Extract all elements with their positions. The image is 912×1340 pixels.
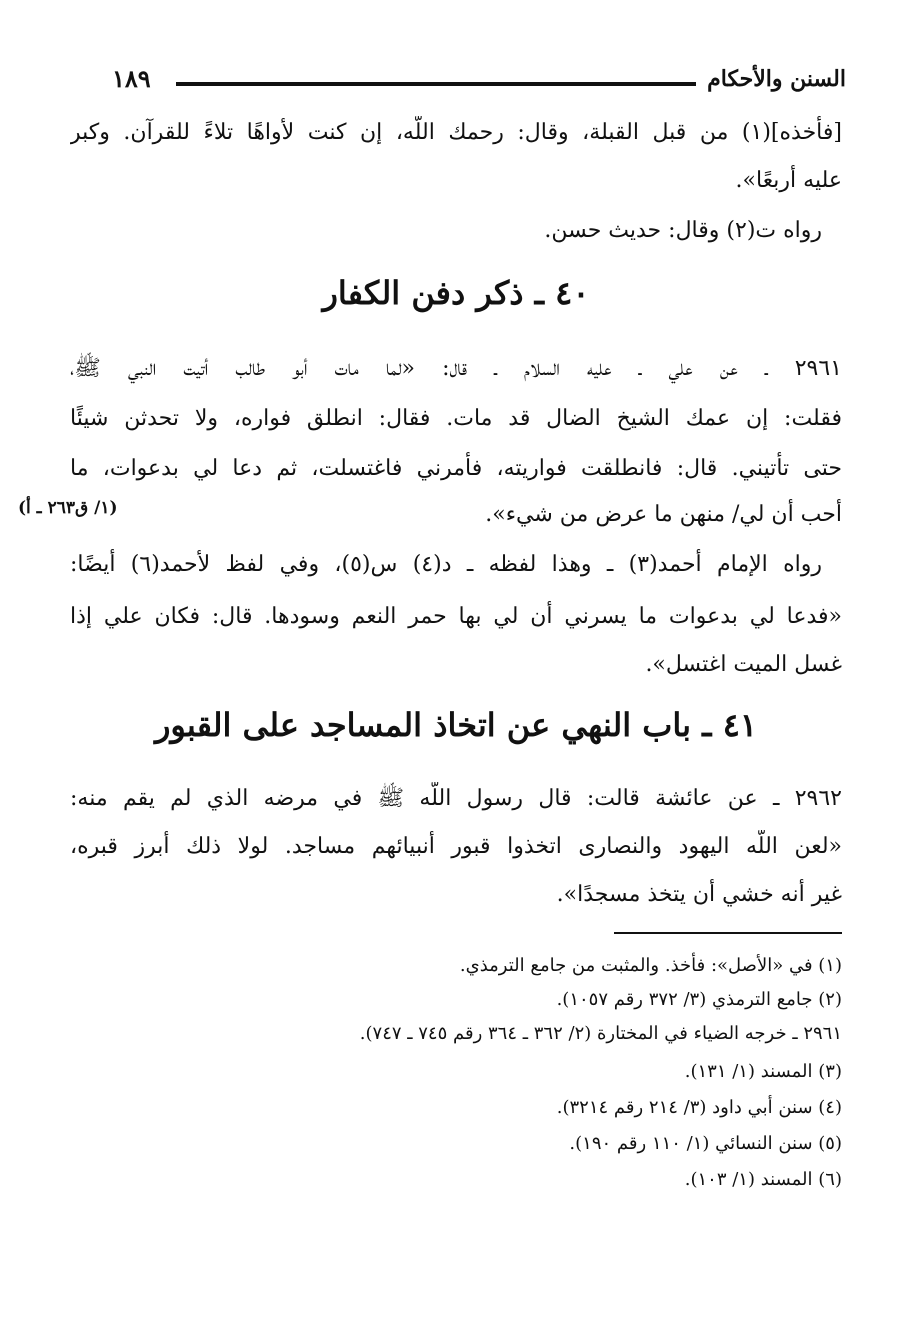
- narration-line: رواه الإمام أحمد(٣) ـ وهذا لفظه ـ د(٤) س(٥)، وفي لفظ لأحمد(٦) أيضًا:: [70, 552, 822, 577]
- body-line: عليه أربعًا».: [735, 168, 842, 193]
- narration-line: رواه ت(٢) وقال: حديث حسن.: [544, 218, 822, 243]
- hadith-line: غير أنه خشي أن يتخذ مسجدًا».: [556, 882, 842, 907]
- footnote: (٢) جامع الترمذي (٣/ ٣٧٢ رقم ١٠٥٧).: [556, 989, 842, 1010]
- hadith-line: ٢٩٦٢ ـ عن عائشة قالت: قال رسول اللَّه ﷺ في مرضه الذي لم يقم منه:: [70, 786, 842, 811]
- hadith-line: «لعن اللَّه اليهود والنصارى اتخذوا قبور أنبيائهم مساجد. لولا ذلك أبرز قبره،: [70, 834, 842, 859]
- footnote: (٤) سنن أبي داود (٣/ ٢١٤ رقم ٣٢١٤).: [556, 1097, 842, 1118]
- hadith-line: حتى تأتيني. قال: فانطلقت فواريته، فأمرني فاغتسلت، ثم دعا لي بدعوات، ما: [70, 456, 842, 481]
- footnote-separator: [614, 932, 842, 934]
- hadith-line: أحب أن لي/ منهن ما عرض من شيء».: [485, 502, 842, 527]
- header-rule: [176, 82, 696, 86]
- page-number: ١٨٩: [112, 64, 151, 93]
- footnote: (٣) المسند (١/ ١٣١).: [684, 1061, 842, 1082]
- hadith-line: غسل الميت اغتسل».: [645, 652, 842, 677]
- footnote: (٦) المسند (١/ ١٠٣).: [684, 1169, 842, 1190]
- footnote: ٢٩٦١ ـ خرجه الضياء في المختارة (٢/ ٣٦٢ ـ ٣٦٤ رقم ٧٤٥ ـ ٧٤٧).: [359, 1023, 842, 1044]
- section-heading: ٤٠ ـ ذكر دفن الكفار: [322, 274, 590, 312]
- footnote: (١) في «الأصل»: فأخذ. والمثبت من جامع الترمذي.: [459, 955, 842, 976]
- manuscript-folio-note: (١/ ق٢٦٣ ـ أ): [18, 498, 118, 518]
- running-title: السنن والأحكام: [707, 66, 846, 92]
- hadith-line: فقلت: إن عمك الشيخ الضال قد مات. فقال: انطلق فواره، ولا تحدثن شيئًا: [70, 406, 842, 431]
- hadith-line: «فدعا لي بدعوات ما يسرني أن لي بها حمر النعم وسودها. قال: فكان علي إذا: [70, 604, 842, 629]
- footnote: (٥) سنن النسائي (١/ ١١٠ رقم ١٩٠).: [569, 1133, 842, 1154]
- hadith-line: ٢٩٦١ ـ عن علي ـ عليه السلام ـ قال: «لما مات أبو طالب أتيت النبي ﷺ،: [70, 356, 842, 381]
- section-heading: ٤١ ـ باب النهي عن اتخاذ المساجد على القبور: [154, 706, 758, 744]
- body-line: [فأخذه](١) من قبل القبلة، وقال: رحمك اللَّه، إن كنت لأواهًا تلاءً للقرآن. وكبر: [70, 120, 842, 145]
- running-header: [112, 62, 846, 102]
